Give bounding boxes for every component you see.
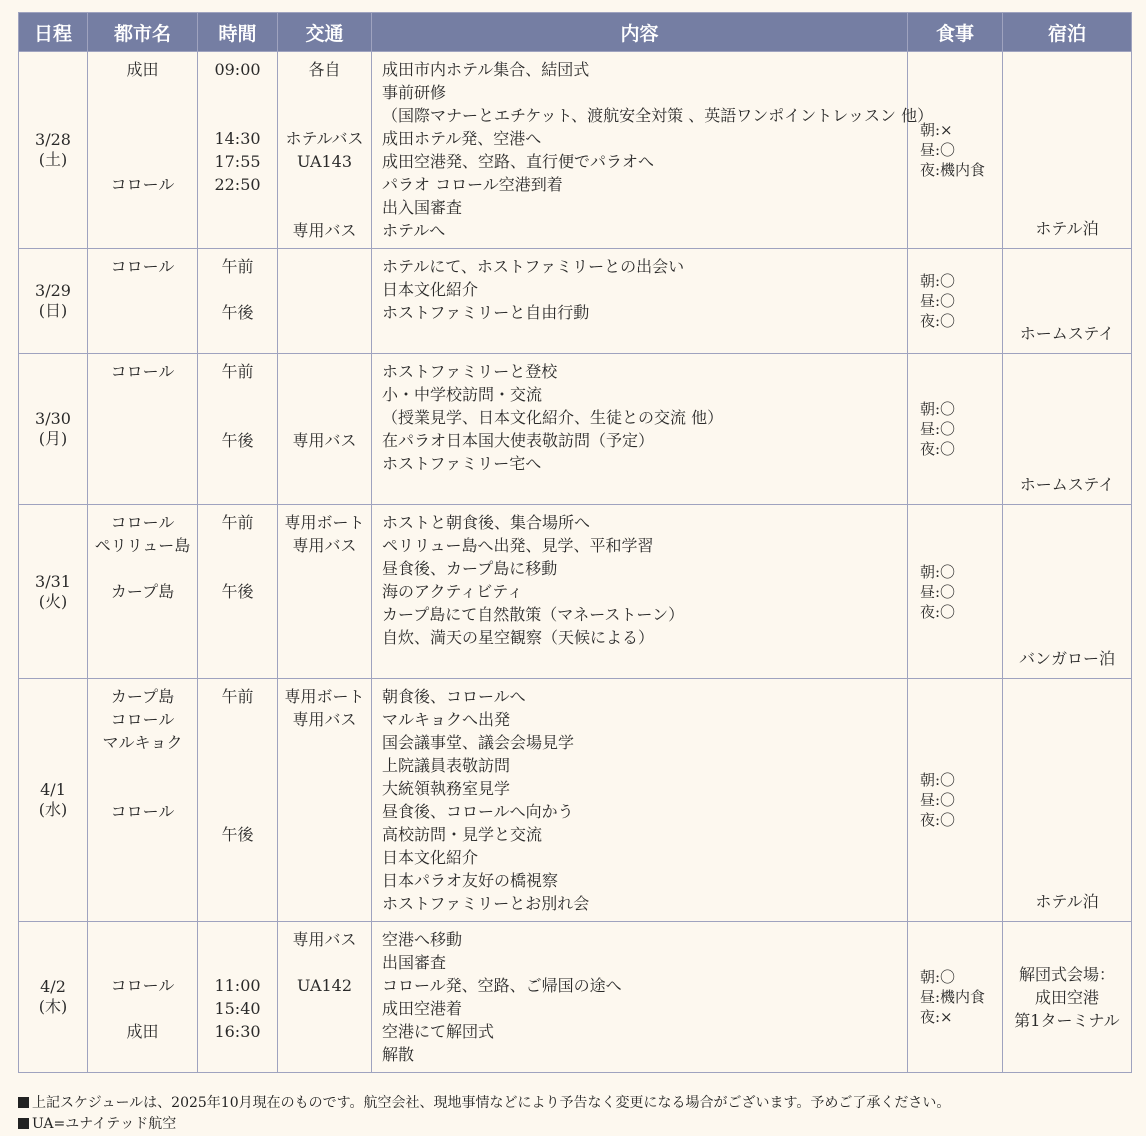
content-cell-line: 在パラオ日本国大使表敬訪問（予定） bbox=[382, 431, 655, 450]
transport-cell-line bbox=[278, 823, 371, 846]
content-cell-line: 解散 bbox=[382, 1045, 415, 1064]
city-cell-line: 成田 bbox=[126, 60, 159, 79]
meal-line: 朝:〇 bbox=[920, 968, 956, 986]
transport-cell-line bbox=[278, 324, 371, 347]
meal-line: 昼:〇 bbox=[920, 582, 956, 601]
weekday-text: (月) bbox=[38, 429, 68, 448]
transport-cell-line bbox=[278, 557, 371, 580]
stay-line: 第1ターミナル bbox=[1014, 1010, 1120, 1030]
transport-cell-line bbox=[278, 777, 371, 800]
meal-line: 夜:〇 bbox=[920, 602, 956, 621]
meal-line: 朝:〇 bbox=[920, 272, 956, 290]
time-cell-line: 午後 bbox=[221, 582, 254, 601]
time-cell-line bbox=[198, 892, 277, 915]
city-cell-line bbox=[88, 278, 197, 301]
transport-cell-line bbox=[278, 846, 371, 869]
content-cell-line: 海のアクティビティ bbox=[382, 582, 523, 601]
content-cell-line: ホテルへ bbox=[382, 221, 446, 240]
city-cell-line bbox=[88, 823, 197, 846]
time-cell-line: 16:30 bbox=[214, 1022, 261, 1041]
header-row bbox=[19, 13, 1132, 52]
city-cell bbox=[88, 52, 198, 249]
transport-cell-line bbox=[278, 626, 371, 649]
header-content: 内容 bbox=[372, 13, 908, 52]
time-cell-line bbox=[198, 603, 277, 626]
date-cell bbox=[19, 354, 88, 505]
content-cell-line bbox=[382, 475, 907, 498]
stay-cell bbox=[1003, 249, 1132, 354]
square-bullet-icon bbox=[18, 1097, 29, 1108]
time-cell bbox=[198, 249, 278, 354]
footnotes bbox=[18, 1093, 950, 1135]
city-cell-line bbox=[88, 777, 197, 800]
transport-cell-line bbox=[278, 406, 371, 429]
transport-cell-line bbox=[278, 997, 371, 1020]
content-cell-line: 成田ホテル発、空港へ bbox=[382, 129, 542, 148]
time-cell-line: 午前 bbox=[221, 513, 254, 532]
meal-line: 朝:× bbox=[920, 121, 953, 139]
city-cell-line bbox=[88, 406, 197, 429]
content-cell-line: 成田空港発、空路、直行便でパラオへ bbox=[382, 152, 655, 171]
time-cell bbox=[198, 679, 278, 922]
content-cell-line: 事前研修 bbox=[382, 83, 447, 102]
schedule-table bbox=[18, 12, 1132, 1073]
meals-cell bbox=[908, 52, 1003, 249]
schedule-row bbox=[19, 922, 1132, 1073]
city-cell bbox=[88, 354, 198, 505]
content-cell-line: 国会議事堂、議会会場見学 bbox=[382, 733, 575, 752]
date-text: 3/30 bbox=[35, 409, 71, 428]
content-cell-line: 日本文化紹介 bbox=[382, 848, 479, 867]
meal-line: 昼:〇 bbox=[920, 791, 956, 809]
content-cell bbox=[372, 679, 908, 922]
meal-line: 夜:× bbox=[920, 1008, 953, 1026]
stay-line: 解団式会場： bbox=[1018, 964, 1115, 984]
schedule-row bbox=[19, 249, 1132, 354]
header-city: 都市名 bbox=[88, 13, 198, 52]
city-cell-line bbox=[88, 754, 197, 777]
transport-cell-line: 専用ボート bbox=[284, 687, 365, 706]
stay-text: ホテル泊 bbox=[1035, 892, 1099, 911]
time-cell-line: 11:00 bbox=[214, 976, 261, 995]
content-cell-line: 空港へ移動 bbox=[382, 930, 463, 949]
content-cell bbox=[372, 52, 934, 249]
time-cell-line bbox=[198, 196, 277, 219]
transport-cell-line: 専用バス bbox=[292, 221, 357, 240]
schedule-wrapper bbox=[18, 12, 1131, 1073]
time-cell-line bbox=[198, 81, 277, 104]
meal-line: 朝:〇 bbox=[920, 562, 956, 581]
date-cell bbox=[19, 505, 88, 679]
content-cell-line: ホストファミリーとお別れ会 bbox=[382, 894, 590, 913]
transport-cell-line bbox=[278, 580, 371, 603]
time-cell-line bbox=[198, 1043, 277, 1066]
stay-cell bbox=[1003, 354, 1132, 505]
content-cell-line bbox=[382, 649, 907, 672]
time-cell-line: 14:30 bbox=[214, 129, 261, 148]
stay-text: ホテル泊 bbox=[1035, 219, 1099, 238]
content-cell-line: 昼食後、カープ島に移動 bbox=[382, 559, 558, 578]
schedule-row bbox=[19, 354, 1132, 505]
content-cell-line: ホストファミリーと自由行動 bbox=[382, 303, 590, 322]
city-cell bbox=[88, 922, 198, 1073]
date-text: 3/31 bbox=[35, 571, 71, 591]
header-meals: 食事 bbox=[908, 13, 1003, 52]
city-cell-line bbox=[88, 429, 197, 452]
time-cell-line bbox=[198, 104, 277, 127]
content-cell-line: 朝食後、コロールへ bbox=[382, 687, 526, 706]
transport-cell-line bbox=[278, 196, 371, 219]
transport-cell-line bbox=[278, 383, 371, 406]
time-cell-line bbox=[198, 708, 277, 731]
city-cell-line: コロール bbox=[110, 175, 175, 194]
stay-text: ホームステイ bbox=[1019, 475, 1115, 494]
transport-cell-line: 専用バス bbox=[292, 710, 357, 729]
city-cell-line bbox=[88, 475, 197, 498]
content-cell-line: 昼食後、コロールへ向かう bbox=[382, 802, 574, 821]
weekday-text: (日) bbox=[38, 301, 68, 320]
time-cell bbox=[198, 505, 278, 679]
content-cell bbox=[372, 922, 908, 1073]
city-cell-line: マルキョク bbox=[102, 733, 183, 752]
time-cell-line bbox=[198, 626, 277, 649]
city-cell-line bbox=[88, 951, 197, 974]
time-cell-line bbox=[198, 219, 277, 242]
city-cell-line: コロール bbox=[110, 976, 175, 995]
city-cell-line: ペリリュー島 bbox=[94, 536, 191, 555]
content-cell-line: ホストファミリーと登校 bbox=[382, 362, 558, 381]
city-cell-line: コロール bbox=[110, 257, 175, 276]
transport-cell-line bbox=[278, 1043, 371, 1066]
content-cell bbox=[372, 505, 908, 679]
city-cell-line: 成田 bbox=[126, 1022, 159, 1041]
time-cell-line: 15:40 bbox=[214, 999, 261, 1018]
city-cell-line bbox=[88, 626, 197, 649]
transport-cell-line: 各自 bbox=[308, 60, 341, 79]
content-cell-line: 出入国審査 bbox=[382, 198, 463, 217]
time-cell-line: 午後 bbox=[221, 431, 254, 450]
content-cell-line: コロール発、空路、ご帰国の途へ bbox=[382, 976, 622, 995]
content-cell-line: 出国審査 bbox=[382, 953, 447, 972]
city-cell-line: コロール bbox=[110, 710, 175, 729]
time-cell-line bbox=[198, 754, 277, 777]
transport-cell-line bbox=[278, 475, 371, 498]
city-cell bbox=[88, 249, 198, 354]
meals-cell bbox=[908, 249, 1003, 354]
time-cell-line bbox=[198, 475, 277, 498]
time-cell-line bbox=[198, 383, 277, 406]
stay-text: バンガロー泊 bbox=[1018, 649, 1115, 668]
city-cell-line bbox=[88, 603, 197, 626]
transport-cell-line: 専用バス bbox=[292, 431, 357, 450]
transport-cell-line bbox=[278, 869, 371, 892]
content-cell-line: 自炊、満天の星空観察（天候による） bbox=[382, 628, 655, 647]
transport-cell-line bbox=[278, 81, 371, 104]
meal-line: 昼:〇 bbox=[920, 292, 956, 310]
meal-line: 夜:〇 bbox=[920, 312, 956, 330]
city-cell-line bbox=[88, 1043, 197, 1066]
content-cell-line: 成田市内ホテル集合、結団式 bbox=[382, 60, 590, 79]
transport-cell-line bbox=[278, 754, 371, 777]
city-cell-line bbox=[88, 219, 197, 242]
transport-cell-line: UA143 bbox=[296, 152, 353, 171]
city-cell-line bbox=[88, 928, 197, 951]
content-cell bbox=[372, 354, 908, 505]
city-cell-line: カープ島 bbox=[110, 582, 175, 601]
transport-cell-line bbox=[278, 301, 371, 324]
stay-cell bbox=[1003, 679, 1132, 922]
footnote-text: 上記スケジュールは、2025年10月現在のものです。航空会社、現地事情などにより予告なく変更になる場合がございます。予めご了承ください。 bbox=[32, 1095, 951, 1111]
stay-text: ホームステイ bbox=[1019, 324, 1115, 343]
weekday-text: (水) bbox=[38, 800, 68, 819]
content-cell-line: 日本パラオ友好の橋視察 bbox=[382, 871, 559, 890]
date-text: 3/28 bbox=[35, 130, 71, 149]
time-cell bbox=[198, 354, 278, 505]
meals-cell bbox=[908, 679, 1003, 922]
weekday-text: (火) bbox=[38, 591, 68, 611]
transport-cell bbox=[278, 679, 372, 922]
city-cell-line: コロール bbox=[110, 513, 175, 532]
time-cell-line bbox=[198, 406, 277, 429]
time-cell bbox=[198, 922, 278, 1073]
date-text: 4/1 bbox=[40, 780, 66, 799]
time-cell-line bbox=[198, 324, 277, 347]
time-cell-line bbox=[198, 534, 277, 557]
time-cell-line bbox=[198, 846, 277, 869]
content-cell-line: （国際マナーとエチケット、渡航安全対策 、英語ワンポイントレッスン 他） bbox=[382, 106, 934, 125]
transport-cell-line bbox=[278, 731, 371, 754]
transport-cell-line: UA142 bbox=[296, 976, 353, 995]
meal-line: 朝:〇 bbox=[920, 771, 956, 789]
city-cell bbox=[88, 505, 198, 679]
stay-cell bbox=[1003, 505, 1132, 679]
time-cell-line bbox=[198, 800, 277, 823]
transport-cell bbox=[278, 354, 372, 505]
transport-cell-line bbox=[278, 951, 371, 974]
footnote-1 bbox=[18, 1093, 950, 1114]
content-cell-line: ホテルにて、ホストファミリーとの出会い bbox=[382, 257, 685, 276]
content-cell-line: ペリリュー島へ出発、見学、平和学習 bbox=[382, 536, 654, 555]
date-text: 3/29 bbox=[35, 281, 71, 300]
time-cell-line bbox=[198, 928, 277, 951]
city-cell-line bbox=[88, 846, 197, 869]
content-cell-line: 高校訪問・見学と交流 bbox=[382, 825, 543, 844]
transport-cell-line bbox=[278, 360, 371, 383]
weekday-text: (土) bbox=[38, 150, 68, 169]
city-cell-line bbox=[88, 383, 197, 406]
schedule-row bbox=[19, 52, 1132, 249]
time-cell-line: 午後 bbox=[221, 825, 254, 844]
transport-cell-line bbox=[278, 278, 371, 301]
city-cell-line bbox=[88, 104, 197, 127]
time-cell-line: 午前 bbox=[221, 362, 254, 381]
meals-cell bbox=[908, 922, 1003, 1073]
content-cell-line: 大統領執務室見学 bbox=[382, 779, 511, 798]
content-cell bbox=[372, 249, 908, 354]
time-cell-line bbox=[198, 777, 277, 800]
city-cell-line bbox=[88, 127, 197, 150]
transport-cell-line bbox=[278, 452, 371, 475]
transport-cell-line bbox=[278, 649, 371, 672]
transport-cell-line bbox=[278, 104, 371, 127]
header-stay: 宿泊 bbox=[1003, 13, 1132, 52]
content-cell-line: 小・中学校訪問・交流 bbox=[382, 385, 543, 404]
time-cell-line: 17:55 bbox=[214, 152, 261, 171]
content-cell-line: マルキョクへ出発 bbox=[382, 710, 511, 729]
city-cell-line: コロール bbox=[110, 362, 175, 381]
city-cell bbox=[88, 679, 198, 922]
content-cell-line: 上院議員表敬訪問 bbox=[382, 756, 511, 775]
transport-cell bbox=[278, 922, 372, 1073]
content-cell-line bbox=[382, 324, 907, 347]
time-cell-line: 09:00 bbox=[214, 60, 261, 79]
content-cell-line: ホストと朝食後、集合場所へ bbox=[382, 513, 591, 532]
meal-line: 昼:〇 bbox=[920, 141, 956, 159]
transport-cell-line: 専用バス bbox=[292, 536, 357, 555]
transport-cell bbox=[278, 505, 372, 679]
city-cell-line: コロール bbox=[110, 802, 175, 821]
city-cell-line bbox=[88, 301, 197, 324]
content-cell-line: 日本文化紹介 bbox=[382, 280, 479, 299]
time-cell-line bbox=[198, 869, 277, 892]
city-cell-line bbox=[88, 649, 197, 672]
date-cell bbox=[19, 679, 88, 922]
stay-cell bbox=[1003, 922, 1132, 1073]
time-cell-line bbox=[198, 452, 277, 475]
meal-line: 朝:〇 bbox=[920, 400, 956, 418]
content-cell-line: （授業見学、日本文化紹介、生徒との交流 他） bbox=[382, 408, 724, 427]
time-cell-line bbox=[198, 951, 277, 974]
header-transport: 交通 bbox=[278, 13, 372, 52]
footnote-text: UA=ユナイテッド航空 bbox=[32, 1116, 177, 1132]
transport-cell-line bbox=[278, 603, 371, 626]
footnote-2 bbox=[18, 1114, 950, 1135]
content-cell-line: ホストファミリー宅へ bbox=[382, 454, 542, 473]
transport-cell-line: 専用バス bbox=[292, 930, 357, 949]
transport-cell-line bbox=[278, 1020, 371, 1043]
time-cell-line bbox=[198, 649, 277, 672]
meals-cell bbox=[908, 354, 1003, 505]
city-cell-line bbox=[88, 892, 197, 915]
city-cell-line bbox=[88, 452, 197, 475]
time-cell-line: 22:50 bbox=[214, 175, 261, 194]
city-cell-line bbox=[88, 997, 197, 1020]
meal-line: 昼:〇 bbox=[920, 420, 956, 438]
date-cell bbox=[19, 922, 88, 1073]
schedule-row bbox=[19, 679, 1132, 922]
transport-cell-line bbox=[278, 255, 371, 278]
city-cell-line: カープ島 bbox=[110, 687, 175, 706]
transport-cell-line bbox=[278, 173, 371, 196]
stay-cell bbox=[1003, 52, 1132, 249]
transport-cell-line: ホテルバス bbox=[285, 129, 364, 148]
meal-line: 夜:〇 bbox=[920, 440, 956, 458]
meal-line: 昼:機内食 bbox=[920, 988, 986, 1006]
date-text: 4/2 bbox=[40, 977, 66, 996]
schedule-body bbox=[19, 52, 1132, 1073]
meal-line: 夜:〇 bbox=[920, 811, 956, 829]
content-cell-line: カープ島にて自然散策（マネーストーン） bbox=[382, 605, 685, 624]
content-cell-line: 空港にて解団式 bbox=[382, 1022, 495, 1041]
transport-cell-line bbox=[278, 892, 371, 915]
city-cell-line bbox=[88, 150, 197, 173]
transport-cell bbox=[278, 249, 372, 354]
content-cell-line: パラオ コロール空港到着 bbox=[382, 175, 563, 194]
city-cell-line bbox=[88, 196, 197, 219]
time-cell bbox=[198, 52, 278, 249]
city-cell-line bbox=[88, 324, 197, 347]
time-cell-line: 午後 bbox=[221, 303, 254, 322]
weekday-text: (木) bbox=[38, 997, 68, 1016]
schedule-row bbox=[19, 505, 1132, 679]
time-cell-line bbox=[198, 557, 277, 580]
header-date: 日程 bbox=[19, 13, 88, 52]
time-cell-line: 午前 bbox=[221, 257, 254, 276]
transport-cell bbox=[278, 52, 372, 249]
city-cell-line bbox=[88, 557, 197, 580]
transport-cell-line: 専用ボート bbox=[284, 513, 365, 532]
transport-cell-line bbox=[278, 800, 371, 823]
meal-line: 夜:機内食 bbox=[920, 161, 986, 179]
time-cell-line: 午前 bbox=[221, 687, 254, 706]
header-time: 時間 bbox=[198, 13, 278, 52]
content-cell-line: 成田空港着 bbox=[382, 999, 463, 1018]
date-cell bbox=[19, 52, 88, 249]
time-cell-line bbox=[198, 278, 277, 301]
date-cell bbox=[19, 249, 88, 354]
city-cell-line bbox=[88, 81, 197, 104]
stay-line: 成田空港 bbox=[1034, 987, 1099, 1007]
time-cell-line bbox=[198, 731, 277, 754]
square-bullet-icon bbox=[18, 1118, 29, 1129]
meals-cell bbox=[908, 505, 1003, 679]
city-cell-line bbox=[88, 869, 197, 892]
